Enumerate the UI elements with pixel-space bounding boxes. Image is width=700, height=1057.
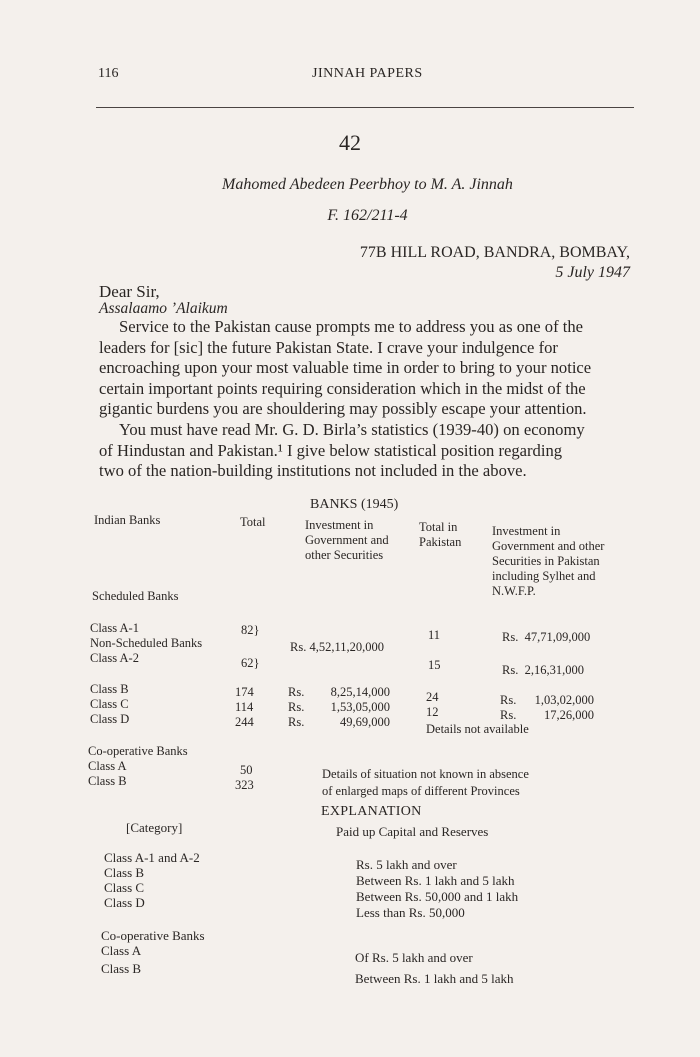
explanation-label: Class B <box>101 961 142 976</box>
table-row-label: Class B <box>88 774 127 788</box>
category-header: [Category] <box>126 820 183 835</box>
table-cell-total: 174 <box>235 685 254 699</box>
paragraph-line: leaders for [sic] the future Pakistan State. I crave your indulgence for <box>99 337 558 357</box>
file-reference: F. 162/211-4 <box>327 207 408 224</box>
table-cell-pak-rs: Rs. <box>500 708 517 722</box>
page-number: 116 <box>98 66 119 81</box>
header-line: Total in <box>419 520 458 534</box>
table-cell-pak-invest: 17,26,000 <box>544 708 594 722</box>
paragraph-line: encroaching upon your most valuable time in order to bring to your notice <box>99 358 592 377</box>
explanation-label: Class B <box>104 865 145 880</box>
document-number: 42 <box>339 130 361 155</box>
table-cell-pak-invest: 1,03,02,000 <box>534 693 594 707</box>
explanation-title: EXPLANATION <box>321 804 422 819</box>
salutation: Dear Sir, <box>99 282 160 301</box>
header-line: Investment in <box>492 524 561 538</box>
header-line: Pakistan <box>419 535 462 549</box>
header-rule <box>96 107 634 108</box>
table-cell-invest: 1,53,05,000 <box>330 700 390 714</box>
coop-note-line: Details of situation not known in absence <box>322 767 529 781</box>
table-cell-pak-total: 11 <box>428 628 441 642</box>
greeting: Assalaamo ’Alaikum <box>99 300 228 317</box>
explanation-coop-title: Co-operative Banks <box>101 928 205 943</box>
paragraph-line: Service to the Pakistan cause prompts me to address you as one of the <box>119 317 584 336</box>
table-cell-invest: 49,69,000 <box>340 715 390 729</box>
table-cell-total: 82} <box>241 623 260 637</box>
table-cell-total: 323 <box>235 778 254 792</box>
table-row-label: Class A-1 <box>90 621 139 635</box>
table-cell-invest: 8,25,14,000 <box>330 685 390 699</box>
coop-banks-title: Co-operative Banks <box>88 744 188 758</box>
header-line: Investment in <box>305 518 374 532</box>
col-header-indian-banks: Indian Banks <box>94 513 161 527</box>
letter-title: Mahomed Abedeen Peerbhoy to M. A. Jinnah <box>222 176 513 193</box>
sender-address: 77B HILL ROAD, BANDRA, BOMBAY, <box>359 244 630 261</box>
table-cell-total: 114 <box>235 700 254 714</box>
scheduled-banks-label: Scheduled Banks <box>92 589 179 603</box>
header-line: Government and <box>305 533 389 547</box>
table-row-label: Non-Scheduled Banks <box>90 636 203 650</box>
header-line: Government and other <box>492 539 605 553</box>
explanation-label: Class A-1 and A-2 <box>104 850 200 865</box>
table-row-label: Class C <box>90 697 129 711</box>
table-row-label: Class A <box>88 759 127 773</box>
col-header-invest-govt <box>305 518 389 563</box>
letter-date: 5 July 1947 <box>555 264 630 281</box>
table-cell-total: 50 <box>240 763 253 777</box>
coop-note-line: of enlarged maps of different Provinces <box>322 784 520 798</box>
explanation-label: Class A <box>101 943 142 958</box>
running-title: JINNAH PAPERS <box>312 66 423 81</box>
paragraph-line: You must have read Mr. G. D. Birla’s statistics (1939-40) on economy <box>119 420 585 439</box>
paragraph-2 <box>99 420 629 482</box>
table-cell-total: 244 <box>235 715 254 729</box>
table-title: BANKS (1945) <box>310 497 399 512</box>
table-row-label: Class B <box>90 682 129 696</box>
paragraph-line: of Hindustan and Pakistan.¹ I give below statistical position regarding <box>99 440 563 460</box>
table-cell-total: 62} <box>241 656 260 670</box>
explanation-value: Between Rs. 1 lakh and 5 lakh <box>356 873 515 888</box>
table-cell-pak-total: 12 <box>426 705 439 719</box>
table-cell-pak-total: 24 <box>426 690 439 704</box>
col-header-invest-pakistan <box>492 524 604 599</box>
explanation-label: Class D <box>104 895 145 910</box>
explanation-value: Of Rs. 5 lakh and over <box>355 950 473 965</box>
table-row-label: Class A-2 <box>90 651 139 665</box>
table-cell-pak-total: 15 <box>428 658 441 672</box>
paragraph-line: two of the nation-building institutions not included in the above. <box>99 461 527 480</box>
table-cell-rs: Rs. <box>288 700 305 714</box>
header-line: N.W.F.P. <box>492 584 536 598</box>
explanation-label: Class C <box>104 880 145 895</box>
table-cell-pak-invest: Rs. 2,16,31,000 <box>502 663 584 677</box>
explanation-value: Between Rs. 50,000 and 1 lakh <box>356 889 519 904</box>
details-not-available: Details not available <box>426 722 529 736</box>
header-line: including Sylhet and <box>492 569 596 583</box>
paragraph-line: gigantic burdens you are shouldering may possibly escape your attention. <box>99 399 587 418</box>
header-line: other Securities <box>305 548 384 562</box>
table-cell-pak-rs: Rs. <box>500 693 517 707</box>
paragraph-line: certain important points requiring consideration which in the midst of the <box>99 378 586 398</box>
explanation-value: Less than Rs. 50,000 <box>356 905 465 920</box>
col-header-total: Total <box>240 515 266 529</box>
table-cell-rs: Rs. <box>288 715 305 729</box>
table-cell-rs: Rs. <box>288 685 305 699</box>
explanation-value: Rs. 5 lakh and over <box>356 857 457 872</box>
paragraph-1 <box>99 317 629 420</box>
table-cell-invest: Rs. 4,52,11,20,000 <box>290 640 384 654</box>
col-header-total-pakistan <box>419 520 461 550</box>
table-cell-pak-invest: Rs. 47,71,09,000 <box>502 630 591 644</box>
table-row-label: Class D <box>90 712 130 726</box>
explanation-value: Between Rs. 1 lakh and 5 lakh <box>355 971 514 986</box>
header-line: Securities in Pakistan <box>492 554 600 568</box>
capital-header: Paid up Capital and Reserves <box>336 824 489 839</box>
